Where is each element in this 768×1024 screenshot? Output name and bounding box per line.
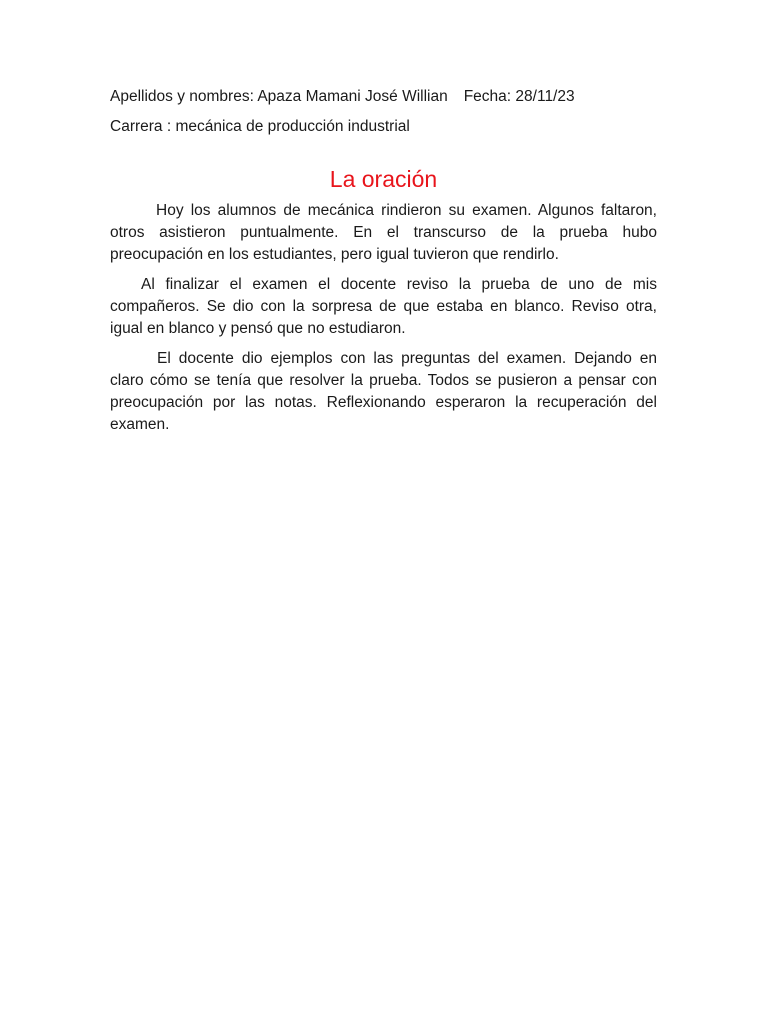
date-value: 28/11/23: [515, 88, 575, 105]
paragraph-1: Hoy los alumnos de mecánica rindieron su examen. Algunos faltaron, otros asistieron puntualmente. En el transcurso de la prueba hubo preocupación en los estudiantes, pero igual tuvieron que rendirlo.: [110, 202, 657, 263]
document-page: [110, 86, 657, 436]
name-label: Apellidos y nombres:: [110, 88, 254, 105]
student-name: Apaza Mamani José Willian: [257, 88, 448, 105]
paragraph-2: Al finalizar el examen el docente reviso la prueba de uno de mis compañeros. Se dio con la sorpresa de que estaba en blanco. Reviso otra, igual en blanco y pensó que no estudiaron.: [110, 276, 657, 337]
career-value: mecánica de producción industrial: [175, 118, 410, 135]
career-label: Carrera :: [110, 118, 172, 135]
career-line: [110, 116, 657, 138]
document-title: La oración: [329, 166, 438, 192]
paragraph-3: El docente dio ejemplos con las preguntas del examen. Dejando en claro cómo se tenía que resolver la prueba. Todos se pusieron a pensar con preocupación por las notas. Reflexionando esperaron la recuperación del examen.: [110, 350, 657, 433]
date-label: Fecha:: [463, 88, 512, 105]
student-info-line: [110, 86, 657, 108]
